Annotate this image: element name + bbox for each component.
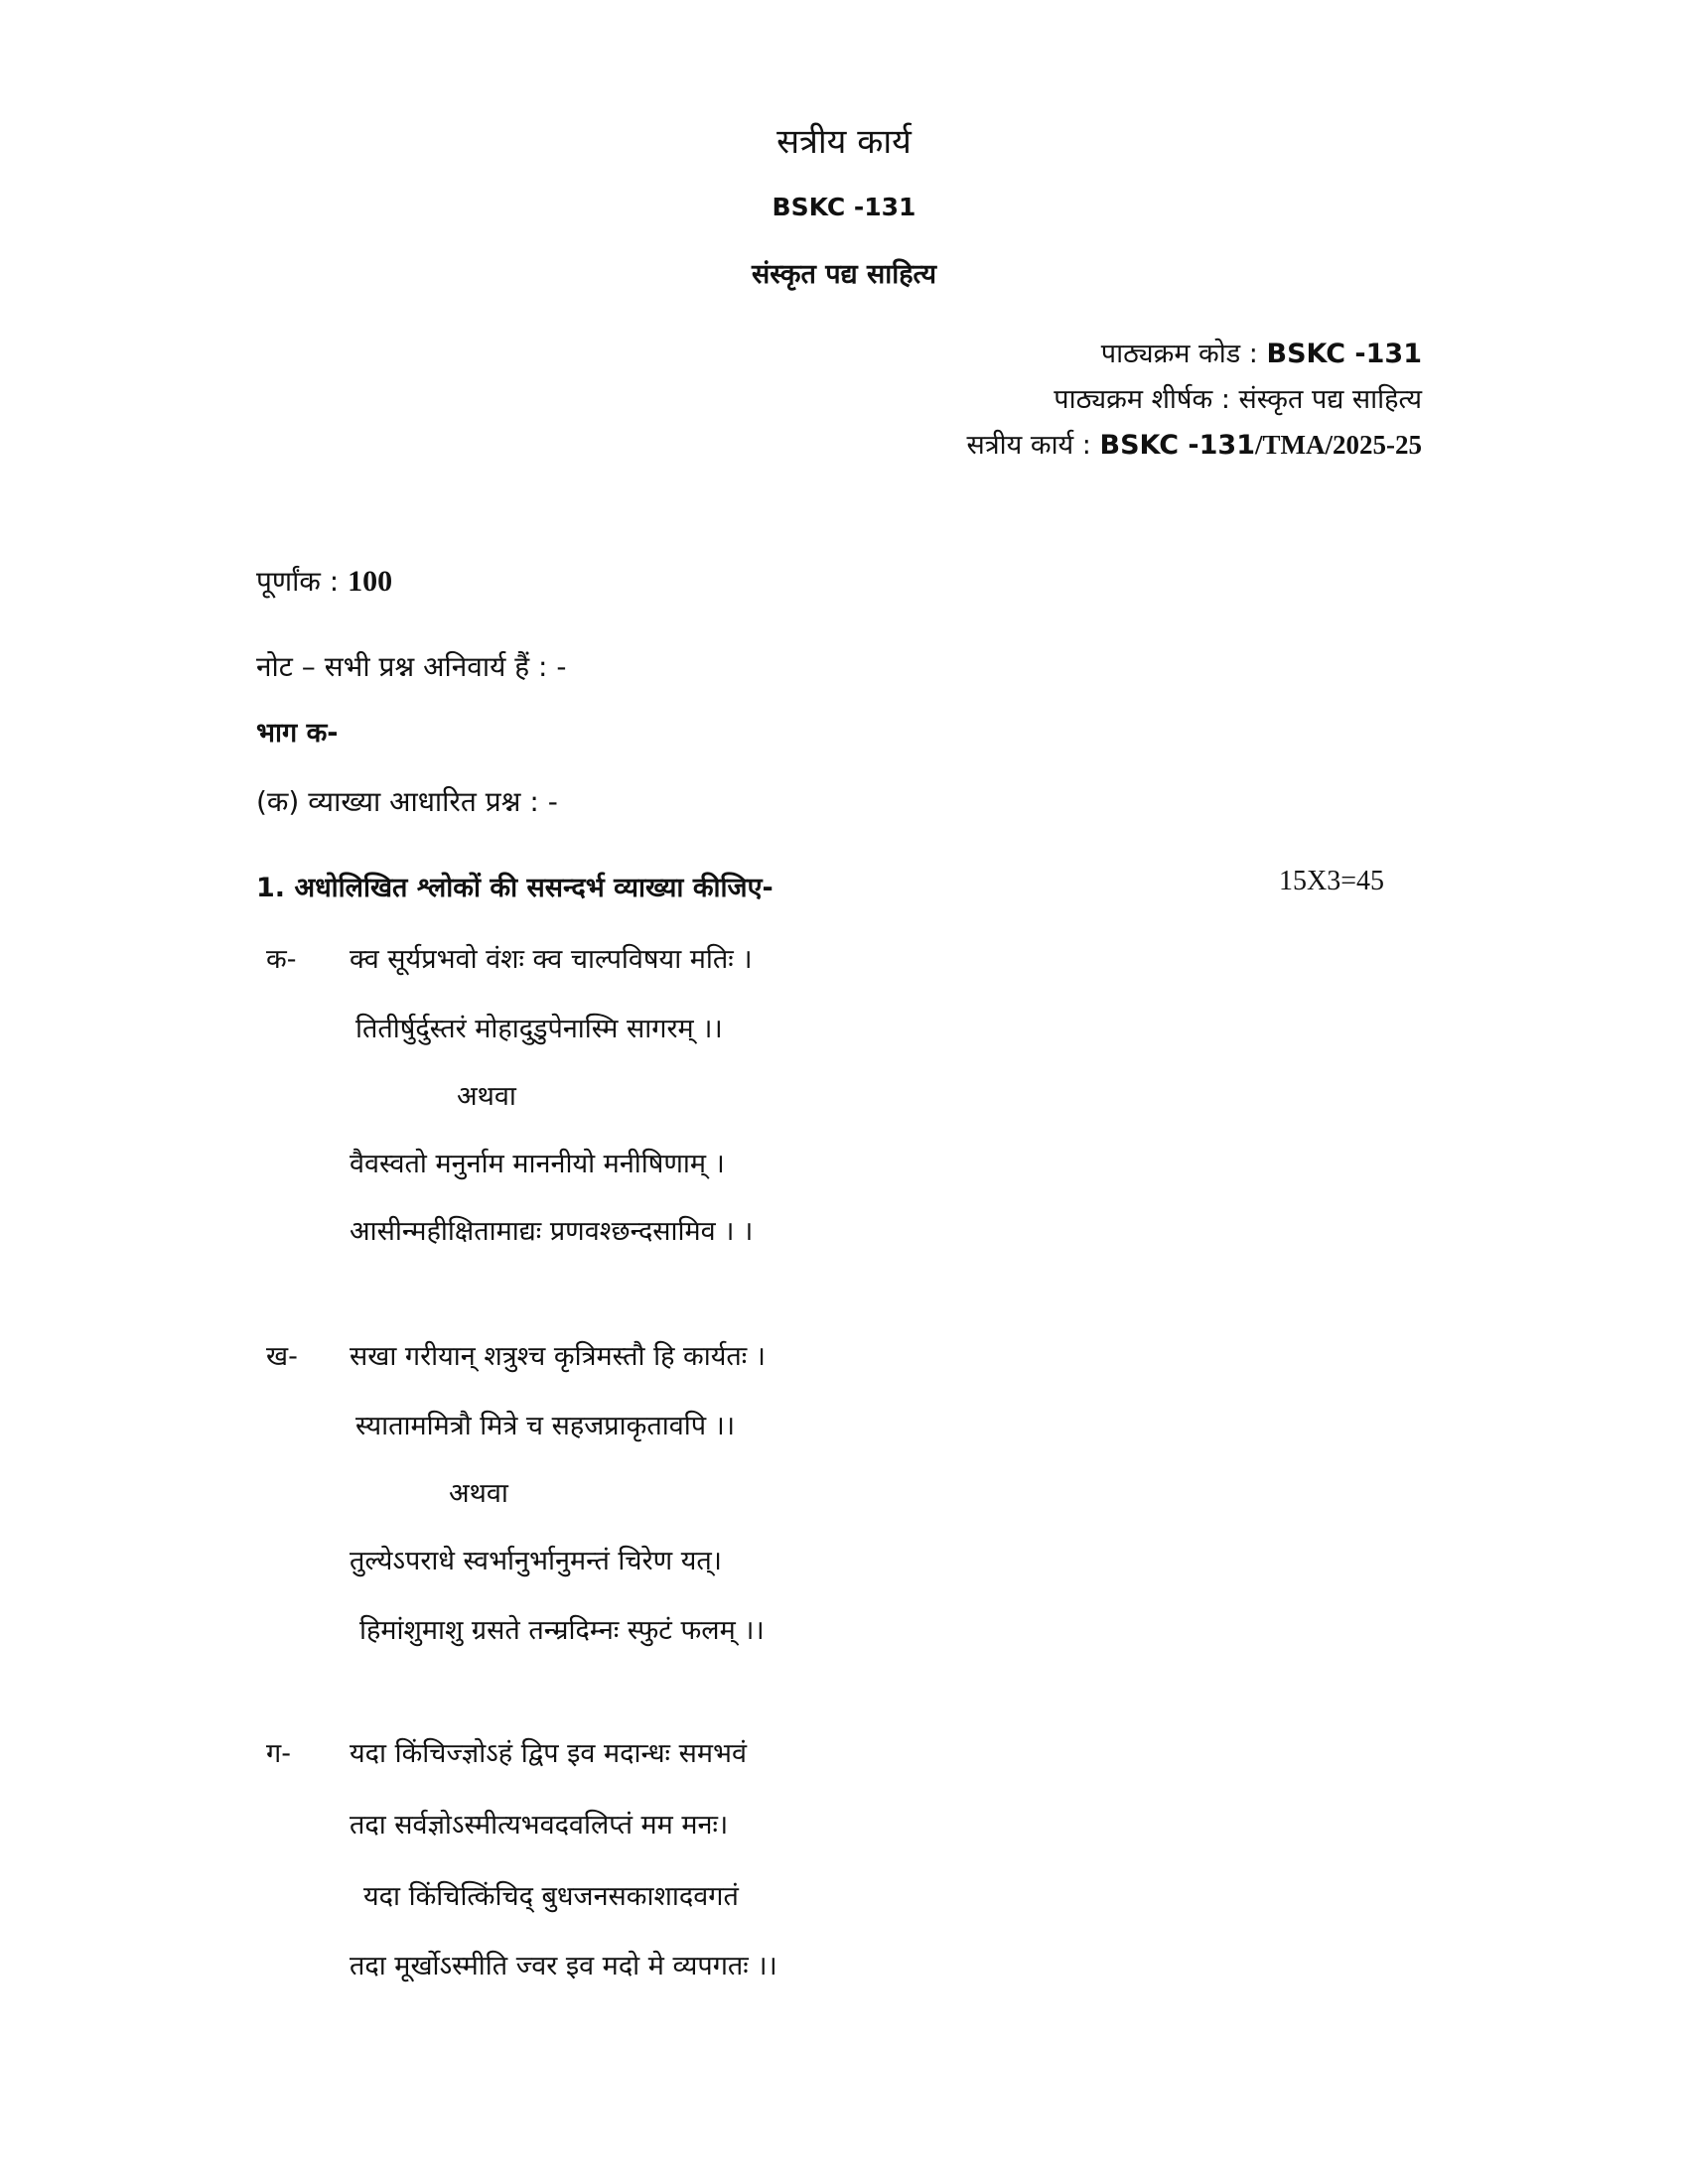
- course-title-label: पाठ्यक्रम शीर्षक :: [1054, 384, 1239, 415]
- verse-ka-line-1: क्व सूर्यप्रभवो वंशः क्व चाल्पविषया मतिः ।: [350, 944, 753, 975]
- document-title: सत्रीय कार्य: [776, 122, 912, 162]
- verse-ga-line-1: यदा किंचिज्ज्ञोऽहं द्विप इव मदान्धः समभवं: [350, 1738, 747, 1769]
- verse-ka-line-4: आसीन्महीक्षितामाद्यः प्रणवश्छन्दसामिव । ।: [350, 1216, 754, 1247]
- assignment-line: [966, 425, 1422, 462]
- section-heading: भाग क-: [256, 718, 339, 749]
- course-code-value: BSKC -131: [1266, 339, 1422, 369]
- course-title-line: [1054, 379, 1422, 416]
- verse-label-kha: ख-: [266, 1341, 298, 1372]
- max-marks-value: 100: [348, 565, 393, 598]
- verse-label-ga: ग-: [266, 1738, 291, 1769]
- assignment-code: BSKC -131: [1099, 430, 1255, 461]
- subject-heading: संस्कृत पद्य साहित्य: [751, 259, 937, 290]
- verse-label-ka: क-: [266, 944, 297, 975]
- subsection-heading: (क) व्याख्या आधारित प्रश्न : -: [256, 785, 558, 818]
- verse-ka-line-3: वैवस्वतो मनुर्नाम माननीयो मनीषिणाम् ।: [350, 1149, 725, 1179]
- assignment-suffix: /TMA/2025-25: [1255, 430, 1422, 460]
- verse-kha-line-3: तुल्येऽपराधे स्वर्भानुर्भानुमन्तं चिरेण यत्।: [350, 1546, 722, 1576]
- question-1-marks: 15X3=45: [1279, 866, 1385, 896]
- verse-ka-or: अथवा: [457, 1081, 516, 1112]
- assignment-label: सत्रीय कार्य :: [966, 430, 1100, 461]
- verse-ga-line-3: यदा किंचित्किंचिद् बुधजनसकाशादवगतं: [363, 1881, 739, 1912]
- note-line: नोट – सभी प्रश्न अनिवार्य हैं : -: [256, 650, 567, 683]
- question-1-text: 1. अधोलिखित श्लोकों की ससन्दर्भ व्याख्या कीजिए-: [256, 873, 774, 903]
- verse-kha-line-4: हिमांशुमाशु ग्रसते तन्म्रदिम्नः स्फुटं फलम् ।।: [359, 1615, 765, 1646]
- course-title-value: संस्कृत पद्य साहित्य: [1238, 384, 1422, 415]
- verse-kha-or: अथवा: [449, 1478, 508, 1509]
- max-marks-label: पूर्णांक :: [256, 565, 349, 598]
- verse-ga-line-4: तदा मूर्खोऽस्मीति ज्वर इव मदो मे व्यपगतः ।।: [350, 1951, 777, 1981]
- verse-ga-line-2: तदा सर्वज्ञोऽस्मीत्यभवदवलिप्तं मम मनः।: [350, 1810, 729, 1841]
- max-marks-line: [256, 562, 392, 600]
- verse-kha-line-2: स्याताममित्रौ मित्रे च सहजप्राकृतावपि ।।: [355, 1411, 736, 1441]
- verse-ka-line-2: तितीर्षुर्दुस्तरं मोहादुडुपेनास्मि सागरम् ।।: [355, 1014, 723, 1044]
- course-code-heading: BSKC -131: [772, 193, 916, 221]
- course-code-line: [1101, 334, 1422, 370]
- verse-kha-line-1: सखा गरीयान् शत्रुश्च कृत्रिमस्तौ हि कार्यतः ।: [350, 1341, 767, 1372]
- course-code-label: पाठ्यक्रम कोड :: [1100, 339, 1267, 369]
